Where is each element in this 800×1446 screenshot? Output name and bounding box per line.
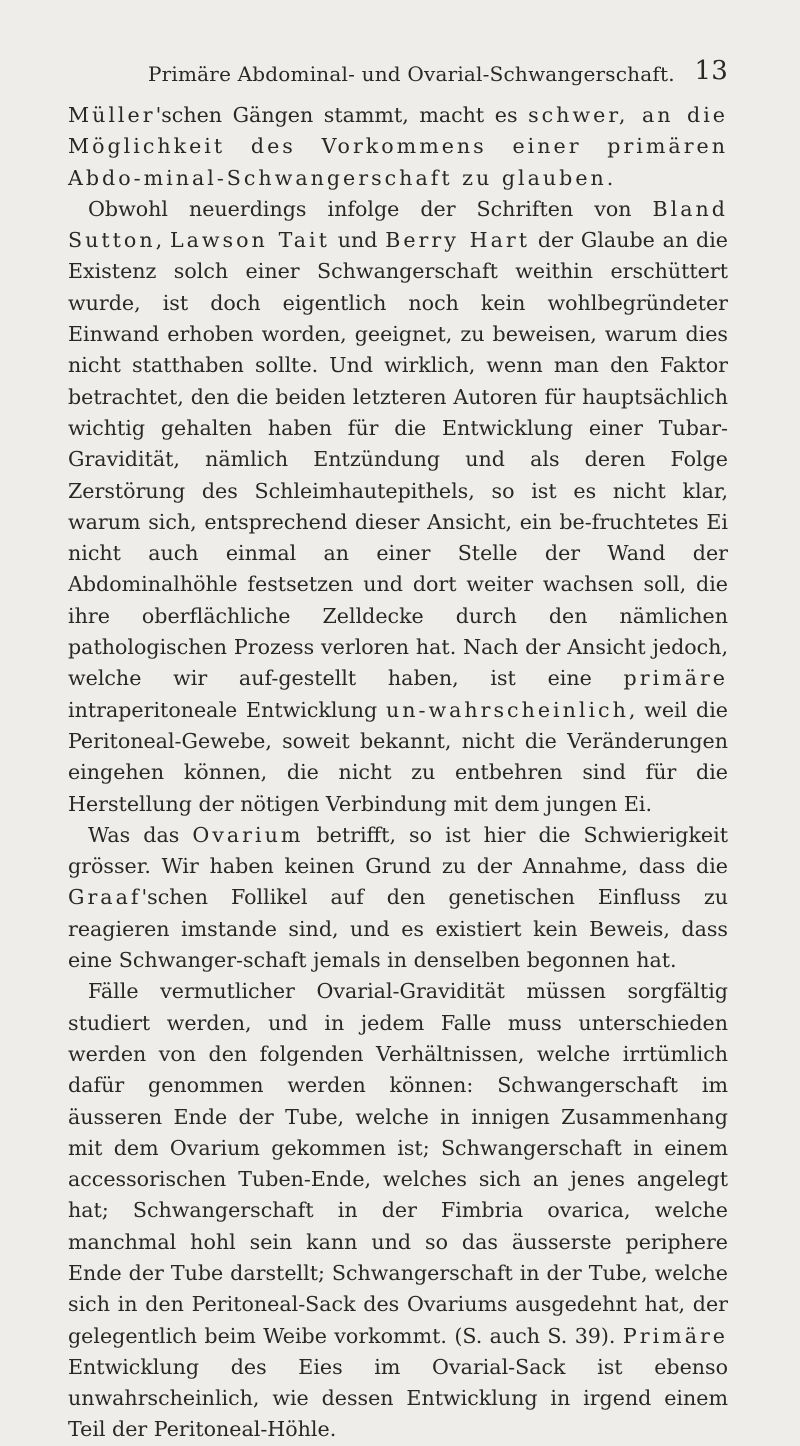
text-run: intraperitoneale Entwicklung [68, 697, 386, 722]
text-run: Bland Sutton [68, 196, 728, 253]
running-header [148, 56, 728, 86]
text-run: un-wahrscheinlich [385, 697, 629, 722]
text-run: Graaf [68, 885, 142, 910]
page-number: 13 [694, 56, 728, 86]
running-title: Primäre Abdominal- und Ovarial-Schwangerschaft. [148, 62, 675, 86]
text-run: Müller [68, 103, 156, 127]
paragraph-4 [68, 976, 728, 1445]
text-run: Ovarium [192, 822, 304, 847]
text-run: betrifft, so ist hier die Schwierigkeit grösser. Wir haben keinen Grund zu der Annahme, dass die [68, 822, 728, 879]
text-run: Primäre [622, 1323, 728, 1348]
text-run: schwer, an die Möglichkeit des Vorkommens einer primären Abdo-minal-Schwangerschaft zu glauben. [68, 103, 728, 190]
text-run: Lawson Tait [169, 228, 330, 253]
text-run: primäre [623, 666, 728, 691]
text-run: Berry Hart [385, 228, 531, 253]
text-run: und [329, 228, 386, 253]
body-text [68, 100, 728, 1446]
paragraph-2 [68, 194, 728, 820]
text-run: , weil die Peritoneal-Gewebe, soweit bekannt, nicht die Veränderungen eingehen können, die nicht zu entbehren sind für die Herstellung der nötigen Verbindung mit dem jungen Ei. [68, 697, 728, 816]
text-run: Obwohl neuerdings infolge der Schriften von [88, 196, 653, 221]
text-run: 'schen Follikel auf den genetischen Einfluss zu reagieren imstande sind, und es existiert kein Beweis, dass eine Schwanger-schaft jemals in denselben begonnen hat. [68, 885, 728, 973]
text-run: der Glaube an die Existenz solch einer Schwangerschaft weithin erschüttert wurde, ist doch eigentlich noch kein wohlbegründeter Einwand erhoben worden, geeignet, zu beweisen, warum dies nicht statthaben sollte. Und wirklich, wenn man den Faktor betrachtet, den die beiden letzteren Autoren für hauptsächlich wichtig gehalten haben für die Entwicklung einer Tubar-Gravidität, nämlich Entzündung und als deren Folge Zerstörung des Schleimhautepithels, so ist es nicht klar, warum sich, entsprechend dieser Ansicht, ein be-fruchtetes Ei nicht auch einmal an einer Stelle der Wand der Abdominalhöhle festsetzen und dort weiter wachsen soll, die ihre oberflächliche Zelldecke durch den nämlichen pathologischen Prozess verloren hat. Nach der Ansicht jedoch, welche wir auf-gestellt haben, ist eine [68, 228, 728, 691]
text-run: , [155, 228, 170, 253]
text-run: Was das [88, 822, 193, 847]
paragraph-1 [68, 100, 728, 194]
text-run: Fälle vermutlicher Ovarial-Gravidität müssen sorgfältig studiert werden, und in jedem Falle muss unterschieden werden von den folgenden Verhältnissen, welche irrtümlich dafür genommen werden können: Schwangerschaft im äusseren Ende der Tube, welche in innigen Zusammenhang mit dem Ovarium gekommen ist; Schwangerschaft in einem accessorischen Tuben-Ende, welches sich an jenes angelegt hat; Schwangerschaft in der Fimbria ovarica, welche manchmal hohl sein kann und so das äusserste periphere Ende der Tube darstellt; Schwangerschaft in der Tube, welche sich in den Peritoneal-Sack des Ovariums ausgedehnt hat, der gelegentlich beim Weibe vorkommt. (S. auch S. 39). [68, 979, 728, 1348]
text-run: Entwicklung des Eies im Ovarial-Sack ist ebenso unwahrscheinlich, wie dessen Entwicklung in irgend einem Teil der Peritoneal-Höhle. [68, 1354, 728, 1442]
text-run: 'schen Gängen stammt, macht es [155, 103, 529, 127]
paragraph-3 [68, 820, 728, 976]
